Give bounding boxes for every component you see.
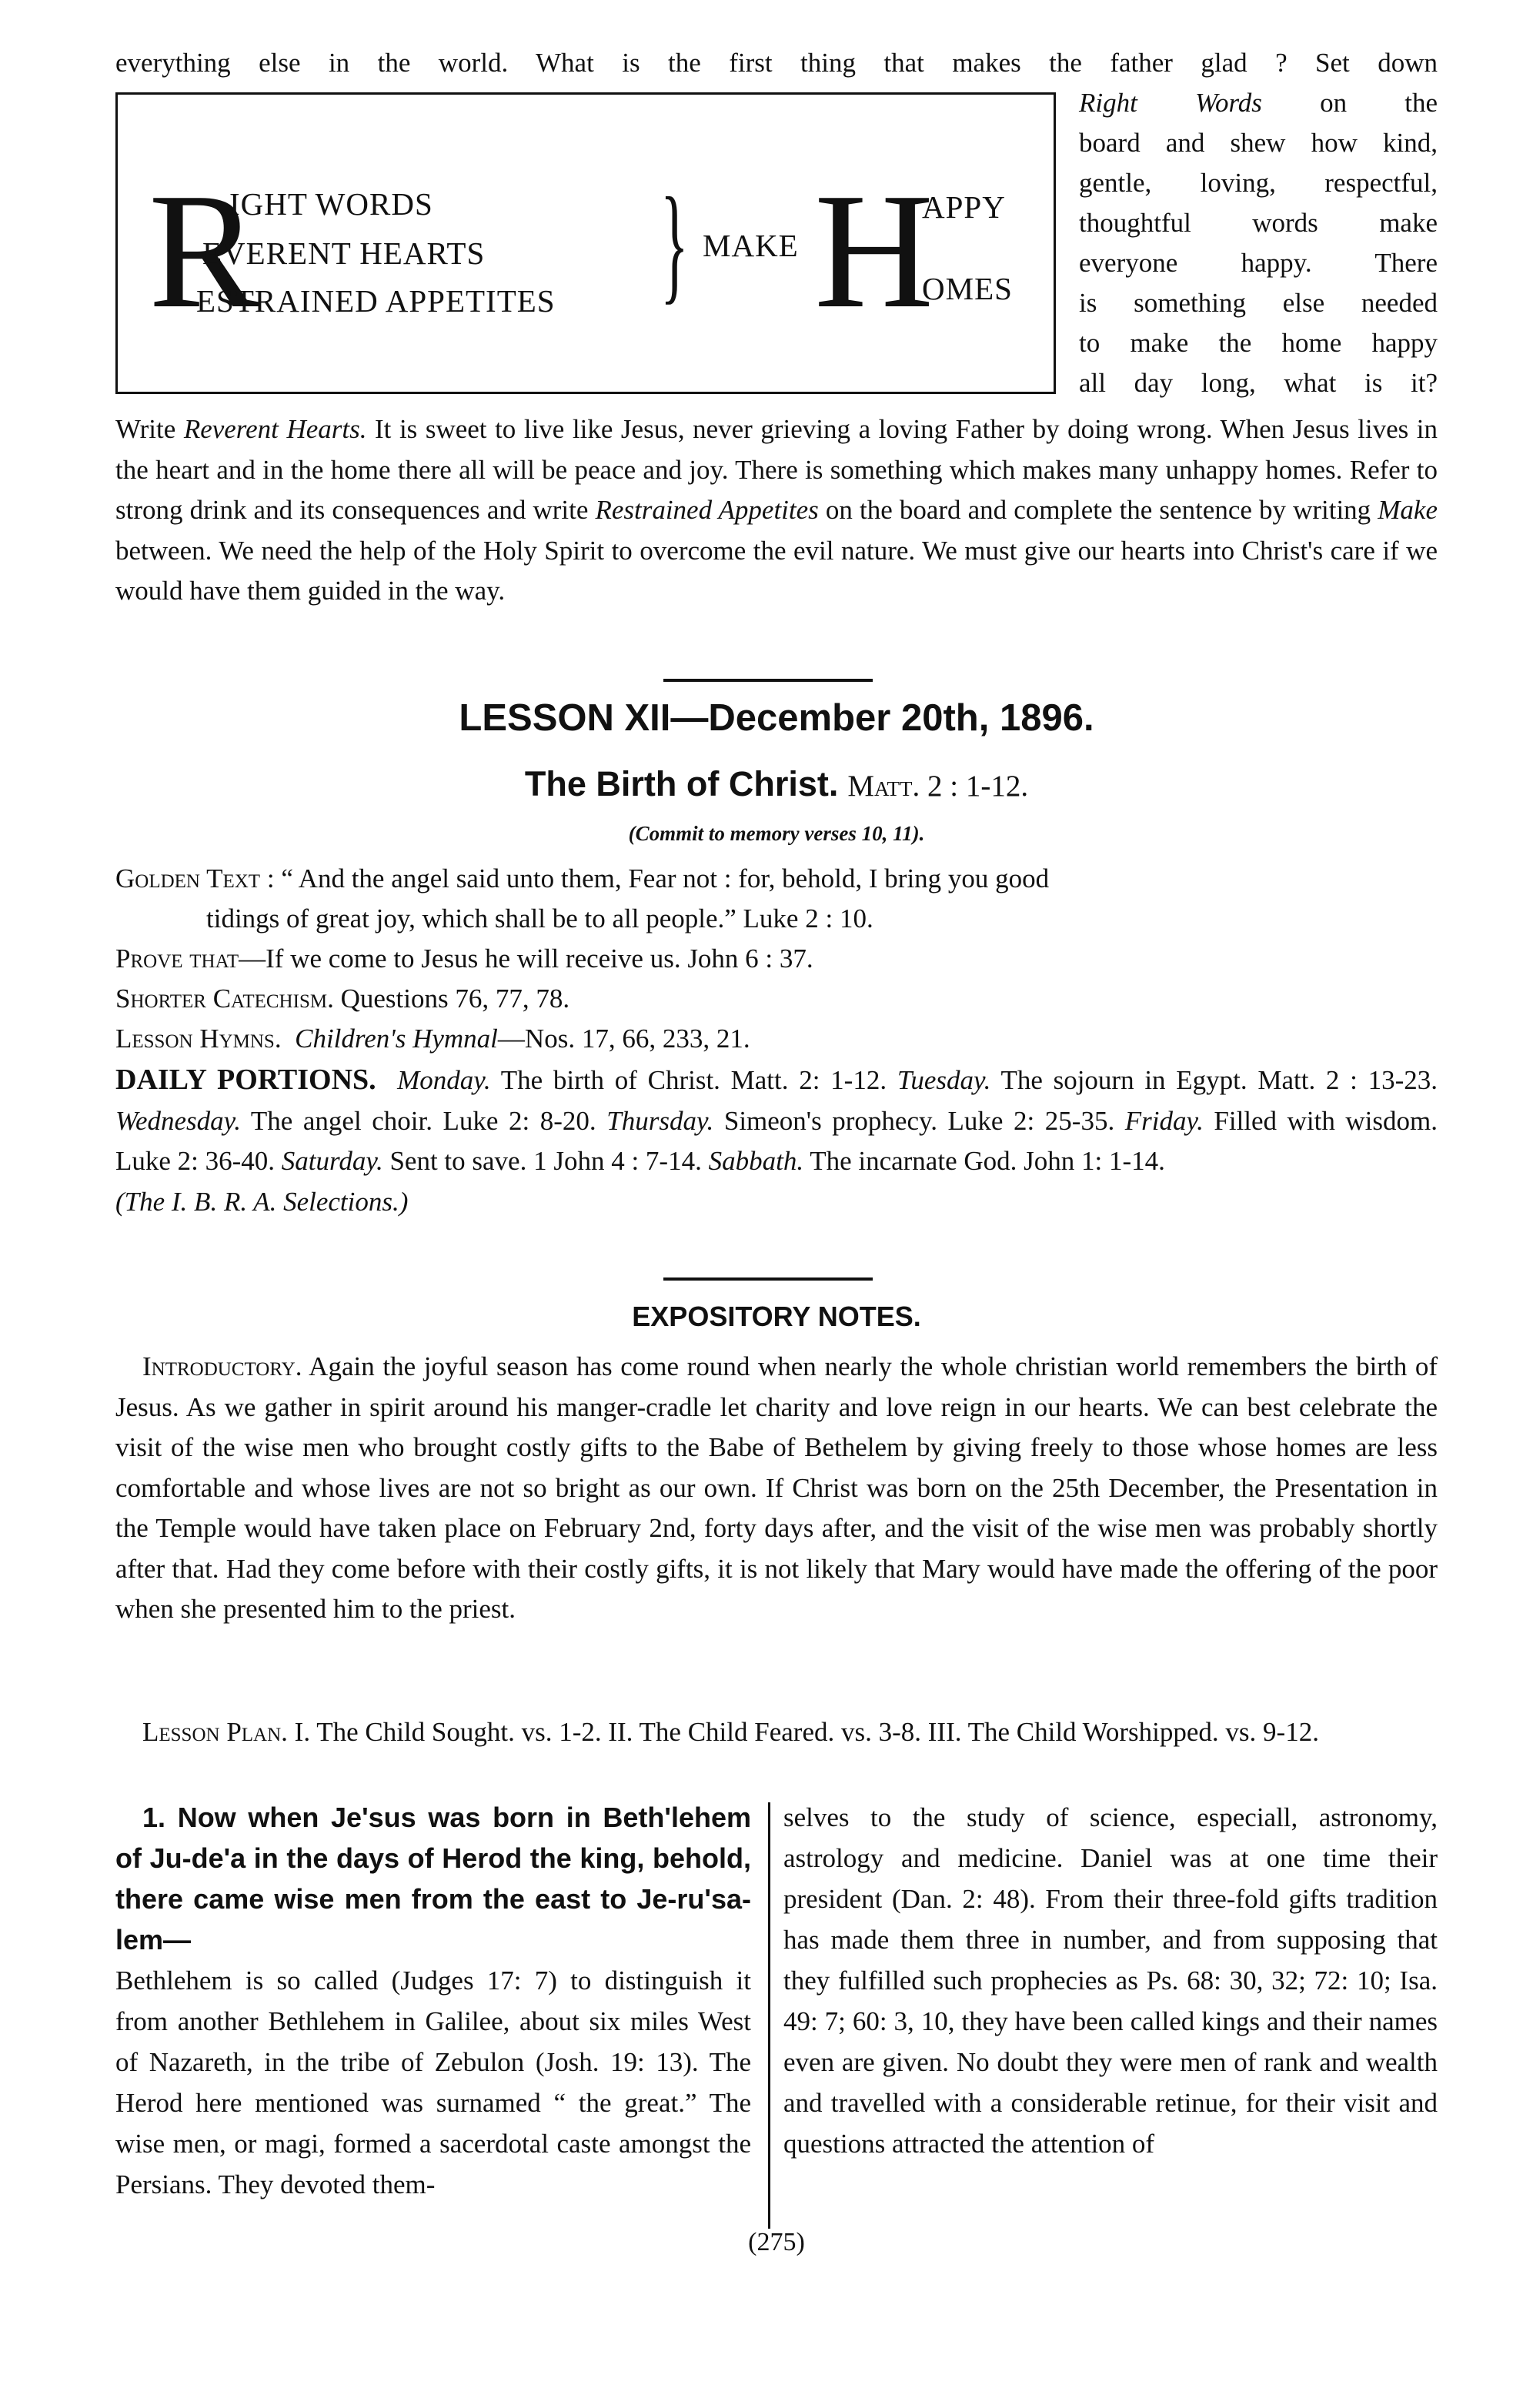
divider-rule-2 — [663, 1277, 873, 1281]
box-big-h: H — [814, 159, 934, 342]
daily-portions-label: DAILY PORTIONS. — [115, 1064, 376, 1096]
prove-label: Prove that — [115, 943, 239, 974]
commit-note: (Commit to memory verses 10, 11). — [628, 822, 925, 845]
lesson-plan: Lesson Plan. I. The Child Sought. vs. 1-2. II. The Child Feared. vs. 3-8. III. The Child Worshipped. vs. 9-12. — [142, 1717, 1319, 1747]
lesson-subtitle-line — [115, 764, 1438, 804]
side-line-5: everyone happy. There — [1079, 248, 1438, 278]
verse-1: 1. Now when Je'sus was born in Beth'lehem of Ju-de'a in the days of Herod the king, behold, there came wise men from the east to Je-ru'sa-lem— — [115, 1802, 751, 1955]
intro-paragraph: Write Reverent Hearts. It is sweet to live like Jesus, never grieving a loving Father by doing wrong. When Jesus lives in the heart and in the home there all will be peace and joy. There is something which makes many unhappy homes. Refer to strong drink and its consequences and write Restrained Appetites on the board and complete the sentence by writing Make between. We need the help of the Holy Spirit to overcome the evil nature. We must give our hearts into Christ's care if we would have them guided in the way. — [115, 414, 1438, 606]
box-omes: OMES — [922, 271, 1013, 306]
side-line-8: all day long, what is it? — [1079, 368, 1438, 398]
box-line-restrained-appetites: ESTRAINED APPETITES — [196, 283, 556, 319]
golden-text-2: tidings of great joy, which shall be to all people.” Luke 2 : 10. — [206, 903, 873, 933]
lesson-subtitle: The Birth of Christ. — [524, 764, 839, 803]
right-words-side-text — [1079, 83, 1438, 403]
daily-portions: DAILY PORTIONS. Monday. The birth of Christ. Matt. 2: 1-12. Tuesday. The sojourn in Egypt. Matt. 2 : 13-23. Wednesday. The angel choir. Luke 2: 8-20. Thursday. Simeon's prophecy. Luke 2: 25-35. Friday. Filled with wisdom. Luke 2: 36-40. Saturday. Sent to save. 1 John 4 : 7-14. Sabbath. The incarnate God. John 1: 1-14. (The I. B. R. A. Selections.) — [115, 1064, 1438, 1217]
hymns-italic: Children's Hymnal — [295, 1024, 498, 1054]
right-column — [783, 1797, 1438, 2164]
golden-text-1: “ And the angel said unto them, Fear not : for, behold, I bring you good — [274, 863, 1050, 893]
box-line-right-words: IGHT WORDS — [229, 186, 433, 222]
side-line-3: gentle, loving, respectful, — [1079, 168, 1438, 198]
right-column-text: selves to the study of science, especiall, astronomy, astrology and medicine. Daniel was at one time their president (Dan. 2: 48). From their three-fold gifts tradition has made them three in number, and from supposing that they fulfilled such prophecies as Ps. 68: 30, 32; 72: 10; Isa. 49: 7; 60: 3, 10, they have been called kings and their names even are given. No doubt they were men of rank and wealth and travelled with a considerable retinue, for their visit and questions attracted the attention of — [783, 1802, 1438, 2159]
divider-rule — [663, 679, 873, 682]
catechism-text: Questions 76, 77, 78. — [333, 984, 570, 1014]
box-appy: APPY — [922, 189, 1006, 225]
box-make: MAKE — [703, 228, 799, 263]
expository-heading: EXPOSITORY NOTES. — [632, 1301, 921, 1332]
top-text-line: everything else in the world. What is the first thing that makes the father glad ? Set down — [115, 48, 1438, 78]
catechism-label: Shorter Catechism. — [115, 984, 334, 1014]
box-big-r: R — [149, 159, 259, 342]
left-column — [115, 1797, 751, 2205]
right-words-italic: Right Words — [1079, 88, 1262, 118]
golden-text-label: Golden Text : — [115, 863, 275, 893]
selections-note: (The I. B. R. A. Selections.) — [115, 1186, 409, 1217]
side-line-4: thoughtful words make — [1079, 208, 1438, 238]
side-line-7: to make the home happy — [1079, 328, 1438, 358]
side-line-6: is something else needed — [1079, 288, 1438, 318]
box-line-reverent-hearts: EVERENT HEARTS — [202, 235, 486, 271]
lesson-info-block — [115, 859, 1438, 1059]
column-divider — [768, 1802, 770, 2229]
right-words-box — [115, 92, 1056, 394]
box-brace: } — [660, 171, 689, 316]
side-line-2: board and shew how kind, — [1079, 128, 1438, 158]
page-number: (275) — [748, 2228, 805, 2256]
lesson-reference: Matt. 2 : 1-12. — [847, 770, 1029, 803]
prove-text: —If we come to Jesus he will receive us. John 6 : 37. — [239, 943, 813, 974]
introductory-paragraph: Introductory. Again the joyful season has come round when nearly the whole christian world remembers the birth of Jesus. As we gather in spirit around his manger-cradle let charity and love reign in our hearts. We can best celebrate the visit of the wise men who brought costly gifts to the Babe of Bethelem by giving freely to those whose homes are less comfortable and whose lives are not so bright as our own. If Christ was born on the 25th December, the Presentation in the Temple would have taken place on February 2nd, forty days after, and the visit of the wise men was probably shortly after that. Had they come before with their costly gifts, it is not likely that Mary would have made the offering of the poor when she presented him to the priest. — [115, 1351, 1438, 1624]
left-column-text: Bethlehem is so called (Judges 17: 7) to distinguish it from another Bethlehem in Galilee, about six miles West of Nazareth, in the tribe of Zebulon (Josh. 19: 13). The Herod here mentioned was surnamed “ the great.” The wise men, or magi, formed a sacerdotal caste amongst the Persians. They devoted them- — [115, 1965, 751, 2199]
hymns-label: Lesson Hymns. — [115, 1024, 282, 1054]
hymns-text: —Nos. 17, 66, 233, 21. — [497, 1024, 750, 1054]
lesson-heading: LESSON XII—December 20th, 1896. — [459, 697, 1094, 739]
side-line-1: on the — [1261, 88, 1438, 118]
